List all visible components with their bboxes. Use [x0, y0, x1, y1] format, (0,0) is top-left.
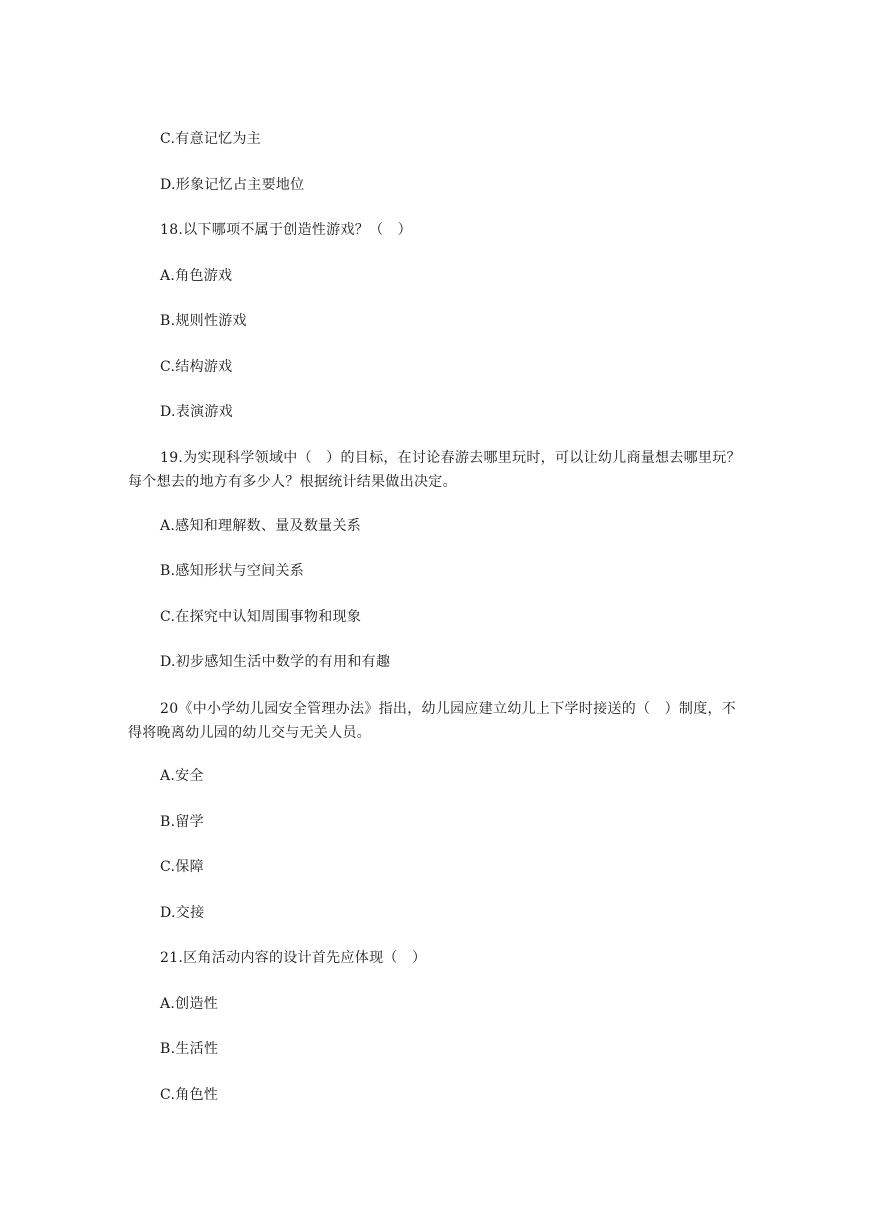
question-21: 21.区角活动内容的设计首先应体现（ ） [160, 950, 427, 966]
option-a-q21: A.创造性 [160, 996, 219, 1012]
question-20-text: 20《中小学幼儿园安全管理办法》指出，幼儿园应建立幼儿上下学时接送的（ ）制度，不得将晚离幼儿园的幼儿交与无关人员。 [128, 701, 737, 741]
option-c-q21: C.角色性 [160, 1087, 219, 1103]
option-c-q17: C.有意记忆为主 [160, 131, 262, 147]
question-20 [128, 697, 748, 745]
option-c-q19: C.在探究中认知周围事物和现象 [160, 609, 362, 625]
question-18: 18.以下哪项不属于创造性游戏？（ ） [160, 222, 412, 238]
option-a-q18: A.角色游戏 [160, 268, 233, 284]
option-a-q20: A.安全 [160, 768, 204, 784]
question-19-text: 19.为实现科学领域中（ ）的目标，在讨论春游去哪里玩时，可以让幼儿商量想去哪里玩？每个想去的地方有多少人？根据统计结果做出决定。 [128, 450, 741, 490]
option-b-q19: B.感知形状与空间关系 [160, 563, 305, 579]
option-b-q20: B.留学 [160, 814, 204, 830]
option-a-q19: A.感知和理解数、量及数量关系 [160, 518, 362, 534]
option-b-q21: B.生活性 [160, 1041, 219, 1057]
option-d-q17: D.形象记忆占主要地位 [160, 177, 305, 193]
option-b-q18: B.规则性游戏 [160, 313, 247, 329]
option-c-q18: C.结构游戏 [160, 359, 233, 375]
option-d-q20: D.交接 [160, 905, 205, 921]
question-19 [128, 446, 748, 494]
option-d-q18: D.表演游戏 [160, 404, 233, 420]
option-d-q19: D.初步感知生活中数学的有用和有趣 [160, 654, 391, 670]
option-c-q20: C.保障 [160, 859, 204, 875]
